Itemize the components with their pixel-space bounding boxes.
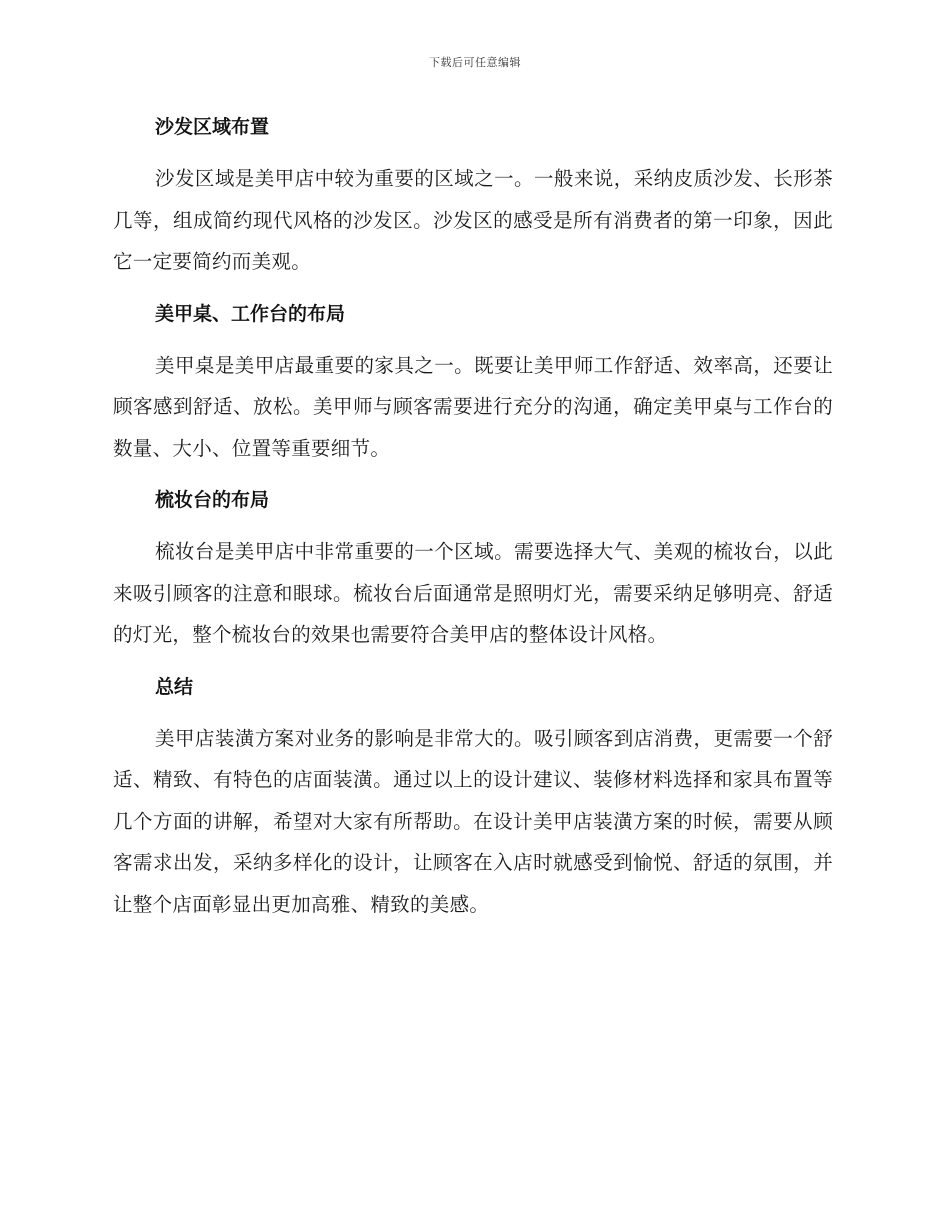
section-summary [113,670,833,926]
section-paragraph: 美甲店装潢方案对业务的影响是非常大的。吸引顾客到店消费，更需要一个舒适、精致、有特色的店面装潢。通过以上的设计建议、装修材料选择和家具布置等几个方面的讲解，希望对大家有所帮助。在设计美甲店装潢方案的时候，需要从顾客需求出发，采纳多样化的设计，让顾客在入店时就感受到愉悦、舒适的氛围，并让整个店面彰显出更加高雅、精致的美感。 [113,726,833,916]
section-heading: 沙发区域布置 [155,116,270,138]
section-heading: 美甲桌、工作台的布局 [155,302,346,325]
section-sofa-area [113,110,833,283]
section-dresser-layout [113,483,833,656]
document-body [113,110,833,939]
section-paragraph: 梳妆台是美甲店中非常重要的一个区域。需要选择大气、美观的梳妆台，以此来吸引顾客的注意和眼球。梳妆台后面通常是照明灯光，需要采纳足够明亮、舒适的灯光，整个梳妆台的效果也需要符合美甲店的整体设计风格。 [113,540,833,646]
section-heading: 梳妆台的布局 [155,489,270,511]
section-nail-table-layout [113,297,833,470]
section-paragraph: 美甲桌是美甲店最重要的家具之一。既要让美甲师工作舒适、效率高，还要让顾客感到舒适、放松。美甲师与顾客需要进行充分的沟通，确定美甲桌与工作台的数量、大小、位置等重要细节。 [113,353,833,460]
section-heading: 总结 [155,675,194,698]
page-header: 下载后可任意编辑 [429,56,521,69]
section-paragraph: 沙发区域是美甲店中较为重要的区域之一。一般来说，采纳皮质沙发、长形茶几等，组成简约现代风格的沙发区。沙发区的感受是所有消费者的第一印象，因此它一定要简约而美观。 [113,167,833,273]
